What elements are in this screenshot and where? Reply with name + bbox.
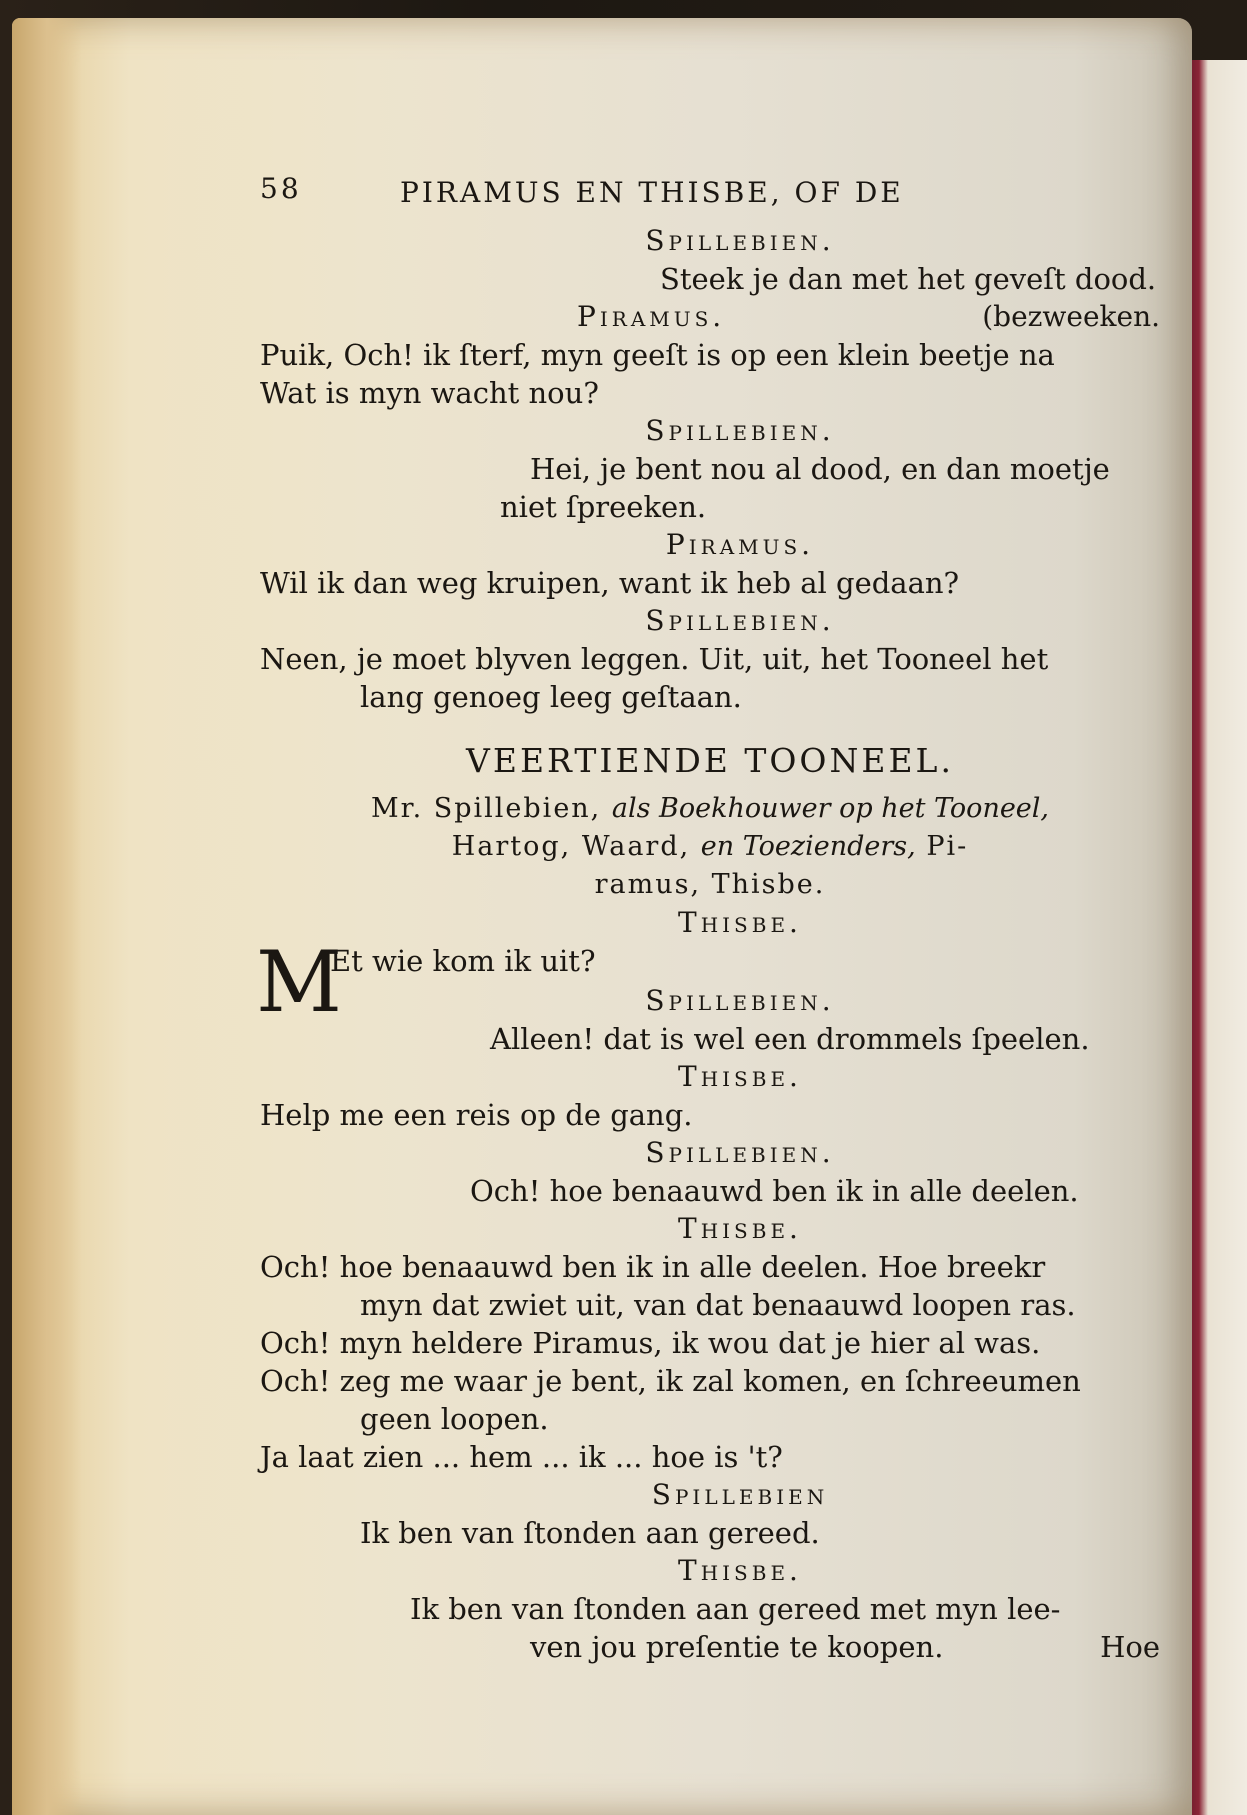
- page-text: [256, 170, 1160, 1666]
- speaker-name: [320, 222, 1160, 260]
- speaker-name: [320, 298, 1160, 336]
- verse-line: [260, 1590, 1160, 1628]
- verse-line: [260, 1438, 1160, 1476]
- speaker-label: Spillebien.: [645, 604, 835, 637]
- verse-line: [260, 1172, 1160, 1210]
- verse-text: ven jou preſentie te koopen.: [530, 1630, 944, 1664]
- verse-text: Wat is myn wacht nou?: [260, 376, 599, 410]
- speaker-label: Thisbe.: [678, 1212, 802, 1245]
- speaker-name: [320, 1134, 1160, 1172]
- verse-line: [260, 1096, 1160, 1134]
- verse-line: [260, 1020, 1160, 1058]
- verse-line: [260, 678, 1160, 716]
- verse-text: Och! myn heldere Piramus, ik wou dat je hier al was.: [260, 1326, 1041, 1360]
- verse-line: [260, 564, 1160, 602]
- verse-line: [260, 1400, 1160, 1438]
- verse-text: Neen, je moet blyven leggen. Uit, uit, het Tooneel het: [260, 642, 1049, 676]
- speaker-label: Thisbe.: [678, 1554, 802, 1587]
- verse-text: Alleen! dat is wel een drommels ſpeelen.: [490, 1022, 1090, 1056]
- speaker-name: [320, 1210, 1160, 1248]
- speaker-name: [320, 1058, 1160, 1096]
- verse-line: [260, 374, 1160, 412]
- scene-title: VEERTIENDE TOONEEL.: [466, 741, 954, 780]
- cast-names: Hartog, Waard,: [451, 831, 691, 862]
- verse-line: [260, 640, 1160, 678]
- verse-line: [260, 450, 1160, 488]
- dialogue-block-2: [256, 904, 1160, 1666]
- cast-line-1: [260, 790, 1160, 828]
- catchword: Hoe: [1100, 1630, 1160, 1664]
- speaker-name: [320, 526, 1160, 564]
- verse-line: [260, 1514, 1160, 1552]
- cast-line-3: ramus, Thisbe.: [594, 869, 826, 900]
- verse-text: geen loopen.: [360, 1402, 549, 1436]
- facing-page-edge: [1187, 60, 1247, 1815]
- verse-text: Och! hoe benaauwd ben ik in alle deelen.: [470, 1174, 1079, 1208]
- speaker-label: Spillebien.: [645, 414, 835, 447]
- verse-text: Ik ben van ſtonden aan gereed.: [360, 1516, 820, 1550]
- verse-line: Et wie kom ik uit?: [330, 944, 596, 978]
- verse-text: niet ſpreeken.: [500, 490, 707, 524]
- verse-text: Wil ik dan weg kruipen, want ik heb al gedaan?: [260, 566, 960, 600]
- speaker-label: Spillebien.: [645, 1136, 835, 1169]
- speaker-label: Spillebien.: [645, 984, 835, 1017]
- speaker-name: [320, 982, 1160, 1020]
- speaker-name: [320, 602, 1160, 640]
- cast-name: Mr. Spillebien,: [370, 793, 602, 824]
- speaker-name: [320, 1476, 1160, 1514]
- page-gutter-shade: [12, 18, 82, 1815]
- verse-text: Puik, Och! ik ſterf, myn geeſt is op een klein beetje na: [260, 338, 1055, 372]
- cast-role: als Boekhouwer op het Tooneel,: [611, 793, 1050, 824]
- verse-line: [260, 260, 1160, 298]
- speaker-name: [320, 1552, 1160, 1590]
- verse-line: [260, 1362, 1160, 1400]
- verse-text: lang genoeg leeg geſtaan.: [360, 680, 742, 714]
- speaker-label: Piramus.: [665, 528, 815, 561]
- cast-role: en Toezienders,: [700, 831, 916, 862]
- verse-text: Ik ben van ſtonden aan gereed met myn lee-: [410, 1592, 1061, 1626]
- running-title: PIRAMUS EN THISBE, OF DE: [400, 176, 904, 209]
- speaker-label: Thisbe.: [678, 906, 802, 939]
- verse-text: Och! zeg me waar je bent, ik zal komen, en ſchreeumen: [260, 1364, 1081, 1398]
- running-head: [260, 170, 1160, 222]
- verse-text: Och! hoe benaauwd ben ik in alle deelen. Hoe breekr: [260, 1250, 1046, 1284]
- speaker-name: [320, 412, 1160, 450]
- speaker-label: Piramus.: [577, 300, 726, 333]
- speaker-label: Spillebien.: [645, 224, 835, 257]
- page-number: 58: [260, 172, 302, 205]
- speaker-label: Spillebien: [651, 1478, 829, 1511]
- verse-text: Steek je dan met het geveſt dood.: [660, 262, 1157, 296]
- verse-line: [260, 1286, 1160, 1324]
- dropcap-letter: M: [256, 933, 343, 1031]
- dialogue-block-1: [260, 222, 1160, 716]
- cast-line-2: [260, 828, 1160, 866]
- verse-line: [260, 336, 1160, 374]
- speaker-label: Thisbe.: [678, 1060, 802, 1093]
- speaker-name: [320, 904, 1160, 942]
- verse-text: Ja laat zien ... hem ... ik ... hoe is 't?: [260, 1440, 783, 1474]
- cast-list: [260, 790, 1160, 904]
- verse-line: [260, 1248, 1160, 1286]
- verse-line: [260, 1628, 1160, 1666]
- verse-text: Hei, je bent nou al dood, en dan moetje: [530, 452, 1110, 486]
- verse-text: Help me een reis op de gang.: [260, 1098, 693, 1132]
- cast-names: Pi-: [926, 831, 969, 862]
- verse-text: myn dat zwiet uit, van dat benaauwd loopen ras.: [360, 1288, 1076, 1322]
- verse-line: [260, 488, 1160, 526]
- verse-line: [260, 1324, 1160, 1362]
- stage-direction: (bezweeken.: [982, 300, 1160, 333]
